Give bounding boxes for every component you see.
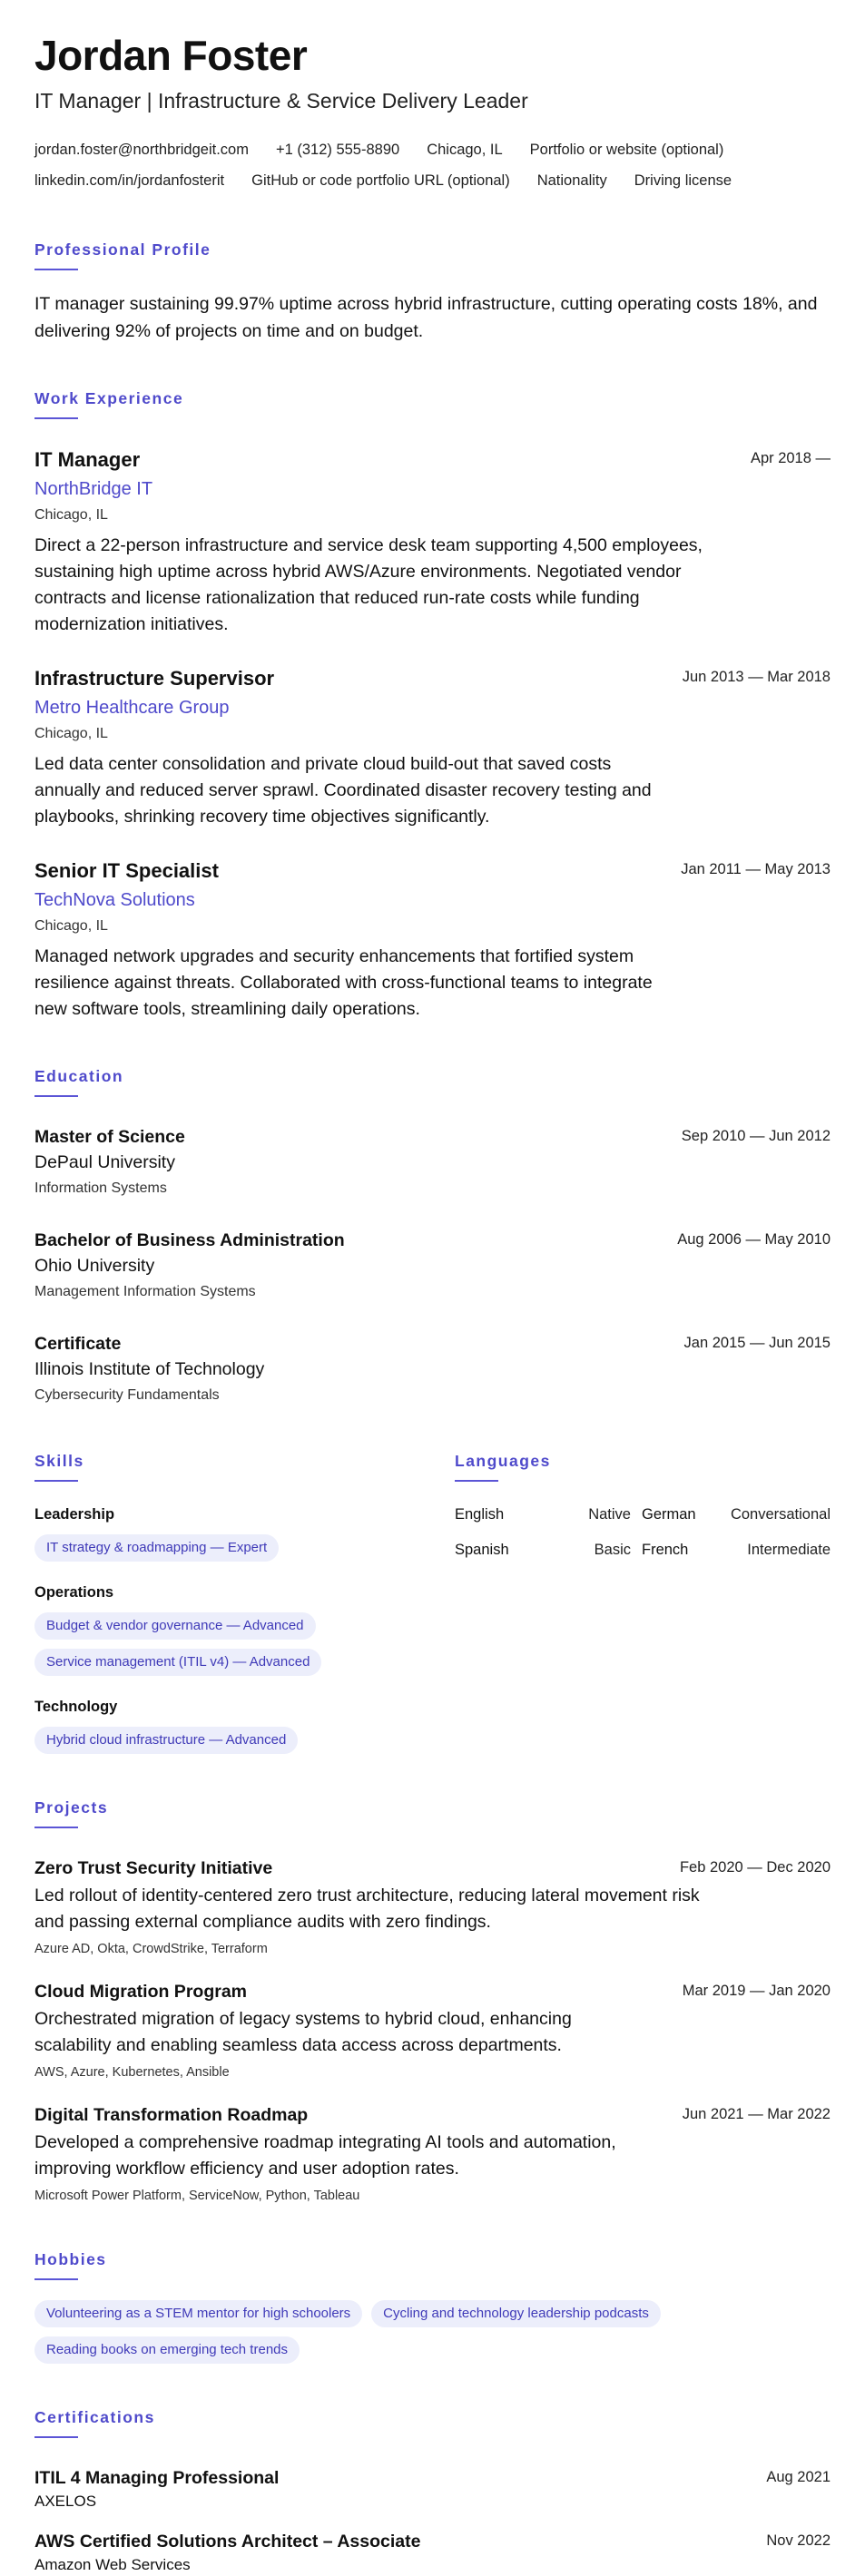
project-dates: Feb 2020 — Dec 2020 — [679, 1859, 831, 1876]
project-description: Orchestrated migration of legacy systems to hybrid cloud, enhancing scalability and enabling seamless data access across departments. — [34, 2009, 572, 2055]
experience-role: Senior IT Specialist — [34, 859, 219, 882]
languages-grid — [455, 1503, 831, 1561]
project-entry — [34, 1856, 831, 1959]
experience-location: Chicago, IL — [34, 507, 108, 523]
education-dates: Jan 2015 — Jun 2015 — [683, 1335, 831, 1351]
skills-languages-row — [34, 1451, 831, 1754]
hobby-chip: Cycling and technology leadership podcasts — [371, 2300, 661, 2327]
education-degree: Certificate — [34, 1334, 122, 1354]
section-title: Work Experience — [34, 389, 184, 407]
section-title: Certifications — [34, 2408, 155, 2426]
skill-group-title: Operations — [34, 1584, 114, 1601]
language-level: Conversational — [730, 1506, 831, 1523]
section-divider — [455, 1480, 498, 1482]
education-field: Information Systems — [34, 1180, 167, 1196]
language-name: German — [642, 1506, 696, 1523]
experience-location: Chicago, IL — [34, 726, 108, 741]
section-divider — [34, 1480, 78, 1482]
education-field: Management Information Systems — [34, 1284, 256, 1299]
project-dates: Mar 2019 — Jan 2020 — [682, 1983, 831, 1999]
project-dates: Jun 2021 — Mar 2022 — [682, 2106, 831, 2122]
contact-email[interactable]: jordan.foster@northbridgeit.com — [34, 142, 249, 158]
language-level: Intermediate — [747, 1542, 831, 1558]
education-field: Cybersecurity Fundamentals — [34, 1387, 220, 1403]
project-description: Developed a comprehensive roadmap integrating AI tools and automation, improving workflow efficiency and user adoption rates. — [34, 2132, 616, 2179]
certification-issuer: Amazon Web Services — [34, 2556, 191, 2573]
experience-role: IT Manager — [34, 448, 141, 471]
skill-chip: Budget & vendor governance — Advanced — [34, 1612, 316, 1640]
contact-location: Chicago, IL — [427, 142, 503, 158]
hobbies-section — [34, 2249, 831, 2364]
experience-company: Metro Healthcare Group — [34, 698, 230, 718]
experience-entry — [34, 665, 831, 830]
section-title: Hobbies — [34, 2250, 107, 2268]
education-entry — [34, 1124, 831, 1200]
project-tech: Azure AD, Okta, CrowdStrike, Terraform — [34, 1942, 268, 1956]
section-title: Projects — [34, 1798, 109, 1817]
profile-section — [34, 240, 831, 345]
languages-section — [455, 1451, 831, 1754]
education-dates: Aug 2006 — May 2010 — [677, 1231, 831, 1248]
skill-chip: Hybrid cloud infrastructure — Advanced — [34, 1727, 298, 1754]
certification-name: AWS Certified Solutions Architect – Associate — [34, 2532, 421, 2552]
experience-role: Infrastructure Supervisor — [34, 667, 275, 690]
skill-chip-list — [34, 1718, 455, 1754]
section-divider — [34, 1827, 78, 1828]
certification-date: Nov 2022 — [766, 2532, 831, 2549]
language-name: French — [642, 1542, 689, 1558]
section-divider — [34, 2436, 78, 2438]
project-name: Digital Transformation Roadmap — [34, 2105, 309, 2125]
skill-chip-list — [34, 1525, 455, 1562]
skill-group-title: Leadership — [34, 1506, 115, 1523]
contact-github[interactable]: GitHub or code portfolio URL (optional) — [251, 172, 510, 189]
section-title: Skills — [34, 1452, 84, 1470]
section-title: Languages — [455, 1452, 551, 1470]
projects-section — [34, 1797, 831, 2206]
certification-date: Aug 2021 — [766, 2469, 831, 2485]
education-section — [34, 1066, 831, 1407]
experience-company: NorthBridge IT — [34, 479, 153, 499]
section-divider — [34, 269, 78, 270]
education-entry — [34, 1331, 831, 1407]
skills-section — [34, 1451, 455, 1754]
certification-name: ITIL 4 Managing Professional — [34, 2468, 280, 2488]
certification-entry — [34, 2465, 831, 2512]
contact-linkedin[interactable]: linkedin.com/in/jordanfosterit — [34, 172, 225, 189]
language-name: English — [455, 1506, 505, 1523]
experience-company: TechNova Solutions — [34, 890, 195, 910]
section-divider — [34, 2278, 78, 2280]
project-name: Cloud Migration Program — [34, 1982, 247, 2002]
contact-phone[interactable]: +1 (312) 555-8890 — [275, 142, 400, 158]
candidate-headline: IT Manager | Infrastructure & Service Delivery Leader — [34, 89, 528, 113]
education-degree: Master of Science — [34, 1127, 185, 1147]
profile-summary: IT manager sustaining 99.97% uptime across hybrid infrastructure, cutting operating costs 18%, and delivering 92% of projects on time and on budget. — [34, 294, 818, 341]
experience-dates: Jan 2011 — May 2013 — [681, 861, 831, 877]
contact-portfolio[interactable]: Portfolio or website (optional) — [529, 142, 724, 158]
education-school: Ohio University — [34, 1256, 155, 1276]
contact-info — [34, 134, 831, 196]
skill-chip: Service management (ITIL v4) — Advanced — [34, 1649, 321, 1676]
certification-issuer: AXELOS — [34, 2493, 97, 2510]
project-tech: Microsoft Power Platform, ServiceNow, Python, Tableau — [34, 2189, 360, 2203]
section-title: Education — [34, 1067, 124, 1085]
hobby-chip: Reading books on emerging tech trends — [34, 2336, 300, 2364]
education-dates: Sep 2010 — Jun 2012 — [681, 1128, 831, 1144]
language-level: Native — [588, 1506, 631, 1523]
project-tech: AWS, Azure, Kubernetes, Ansible — [34, 2065, 230, 2080]
skill-chip: IT strategy & roadmapping — Expert — [34, 1534, 279, 1562]
skill-chip-list — [34, 1603, 455, 1676]
education-degree: Bachelor of Business Administration — [34, 1230, 345, 1250]
section-divider — [34, 417, 78, 419]
experience-description: Direct a 22-person infrastructure and service desk team supporting 4,500 employees, sustaining high uptime across hybrid AWS/Azure environments. Negotiated vendor contracts and license rationalization that reduced run-rate costs while funding modernization initiatives. — [34, 535, 703, 634]
experience-entry — [34, 446, 831, 638]
skill-group-title: Technology — [34, 1699, 118, 1715]
section-divider — [34, 1095, 78, 1097]
language-level: Basic — [594, 1542, 631, 1558]
education-entry — [34, 1228, 831, 1304]
contact-driving-license: Driving license — [634, 172, 732, 189]
education-school: Illinois Institute of Technology — [34, 1359, 265, 1379]
language-name: Spanish — [455, 1542, 509, 1558]
contact-nationality: Nationality — [536, 172, 607, 189]
project-entry — [34, 1979, 831, 2082]
project-description: Led rollout of identity-centered zero trust architecture, reducing lateral movement risk and passing external compliance audits with zero findings. — [34, 1885, 700, 1932]
project-entry — [34, 2102, 831, 2206]
experience-location: Chicago, IL — [34, 918, 108, 934]
experience-dates: Apr 2018 — — [750, 450, 831, 466]
certifications-section — [34, 2407, 831, 2576]
experience-entry — [34, 857, 831, 1023]
hobby-chip: Volunteering as a STEM mentor for high schoolers — [34, 2300, 362, 2327]
hobby-chip-list — [34, 2300, 724, 2364]
certification-entry — [34, 2529, 831, 2576]
experience-description: Managed network upgrades and security enhancements that fortified system resilience against threats. Collaborated with cross-functional teams to integrate new software tools, streamlining daily operations. — [34, 946, 653, 1019]
education-school: DePaul University — [34, 1152, 175, 1172]
project-name: Zero Trust Security Initiative — [34, 1858, 273, 1878]
candidate-name: Jordan Foster — [34, 32, 308, 79]
section-title: Professional Profile — [34, 240, 211, 259]
experience-dates: Jun 2013 — Mar 2018 — [682, 669, 831, 685]
experience-section — [34, 388, 831, 1023]
experience-description: Led data center consolidation and private cloud build-out that saved costs annually and reduced server sprawl. Coordinated disaster recovery testing and playbooks, shrinking recovery time objectives significantly. — [34, 754, 652, 827]
